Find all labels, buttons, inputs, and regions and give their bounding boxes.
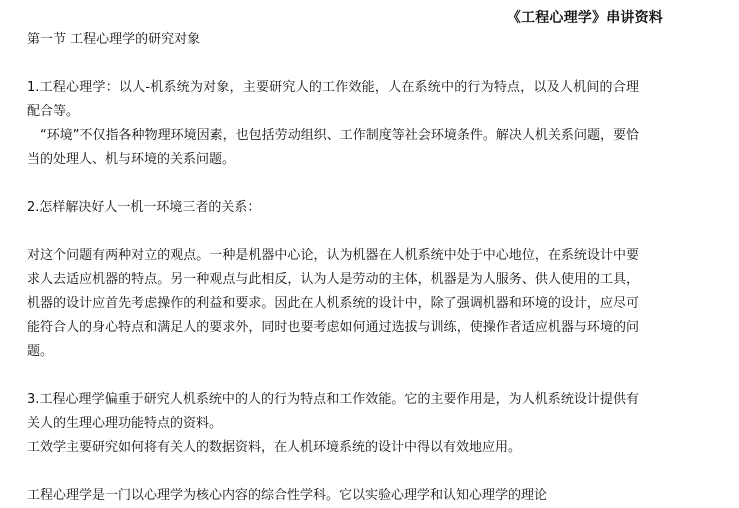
paragraph-spacer	[27, 364, 639, 388]
paragraph-spacer	[27, 172, 639, 196]
paragraph-question-heading: 2.怎样解决好人一机一环境三者的关系：	[27, 200, 261, 215]
paragraph-viewpoints: 对这个问题有两种对立的观点。一种是机器中心论，认为机器在人机系统中处于中心地位，在系统设计中要求人去适应机器的特点。另一种观点与此相反，认为人是劳动的主体，机器是为人服务、供人使用的工具，机器的设计应首先考虑操作的利益和要求。因此在人机系统的设计中，除了强调机器和环境的设计，应尽可能符合人的身心特点和满足人的要求外，同时也要考虑如何通过选拔与训练，使操作者适应机器与环境的问题。	[27, 248, 639, 359]
document-header-title: 《工程心理学》串讲资料	[506, 10, 663, 26]
paragraph-discipline: 工程心理学是一门以心理学为核心内容的综合性学科。它以实验心理学和认知心理学的理论	[27, 488, 548, 503]
section-title: 第一节 工程心理学的研究对象	[27, 32, 201, 47]
document-body	[27, 28, 639, 508]
paragraph-spacer	[27, 220, 639, 244]
paragraph-ergonomics: 工效学主要研究如何将有关人的数据资料，在人机环境系统的设计中得以有效地应用。	[27, 440, 522, 455]
paragraph-focus: 3.工程心理学偏重于研究人机系统中的人的行为特点和工作效能。它的主要作用是，为人机系统设计提供有关人的生理心理功能特点的资料。	[27, 392, 639, 431]
paragraph-spacer	[27, 52, 639, 76]
paragraph-spacer	[27, 460, 639, 484]
paragraph-definition: 1.工程心理学：以人-机系统为对象，主要研究人的工作效能，人在系统中的行为特点，以及人机间的合理配合等。	[27, 80, 639, 119]
paragraph-environment: “环境”不仅指各种物理环境因素，也包括劳动组织、工作制度等社会环境条件。解决人机关系问题，要恰当的处理人、机与环境的关系问题。	[27, 128, 639, 167]
